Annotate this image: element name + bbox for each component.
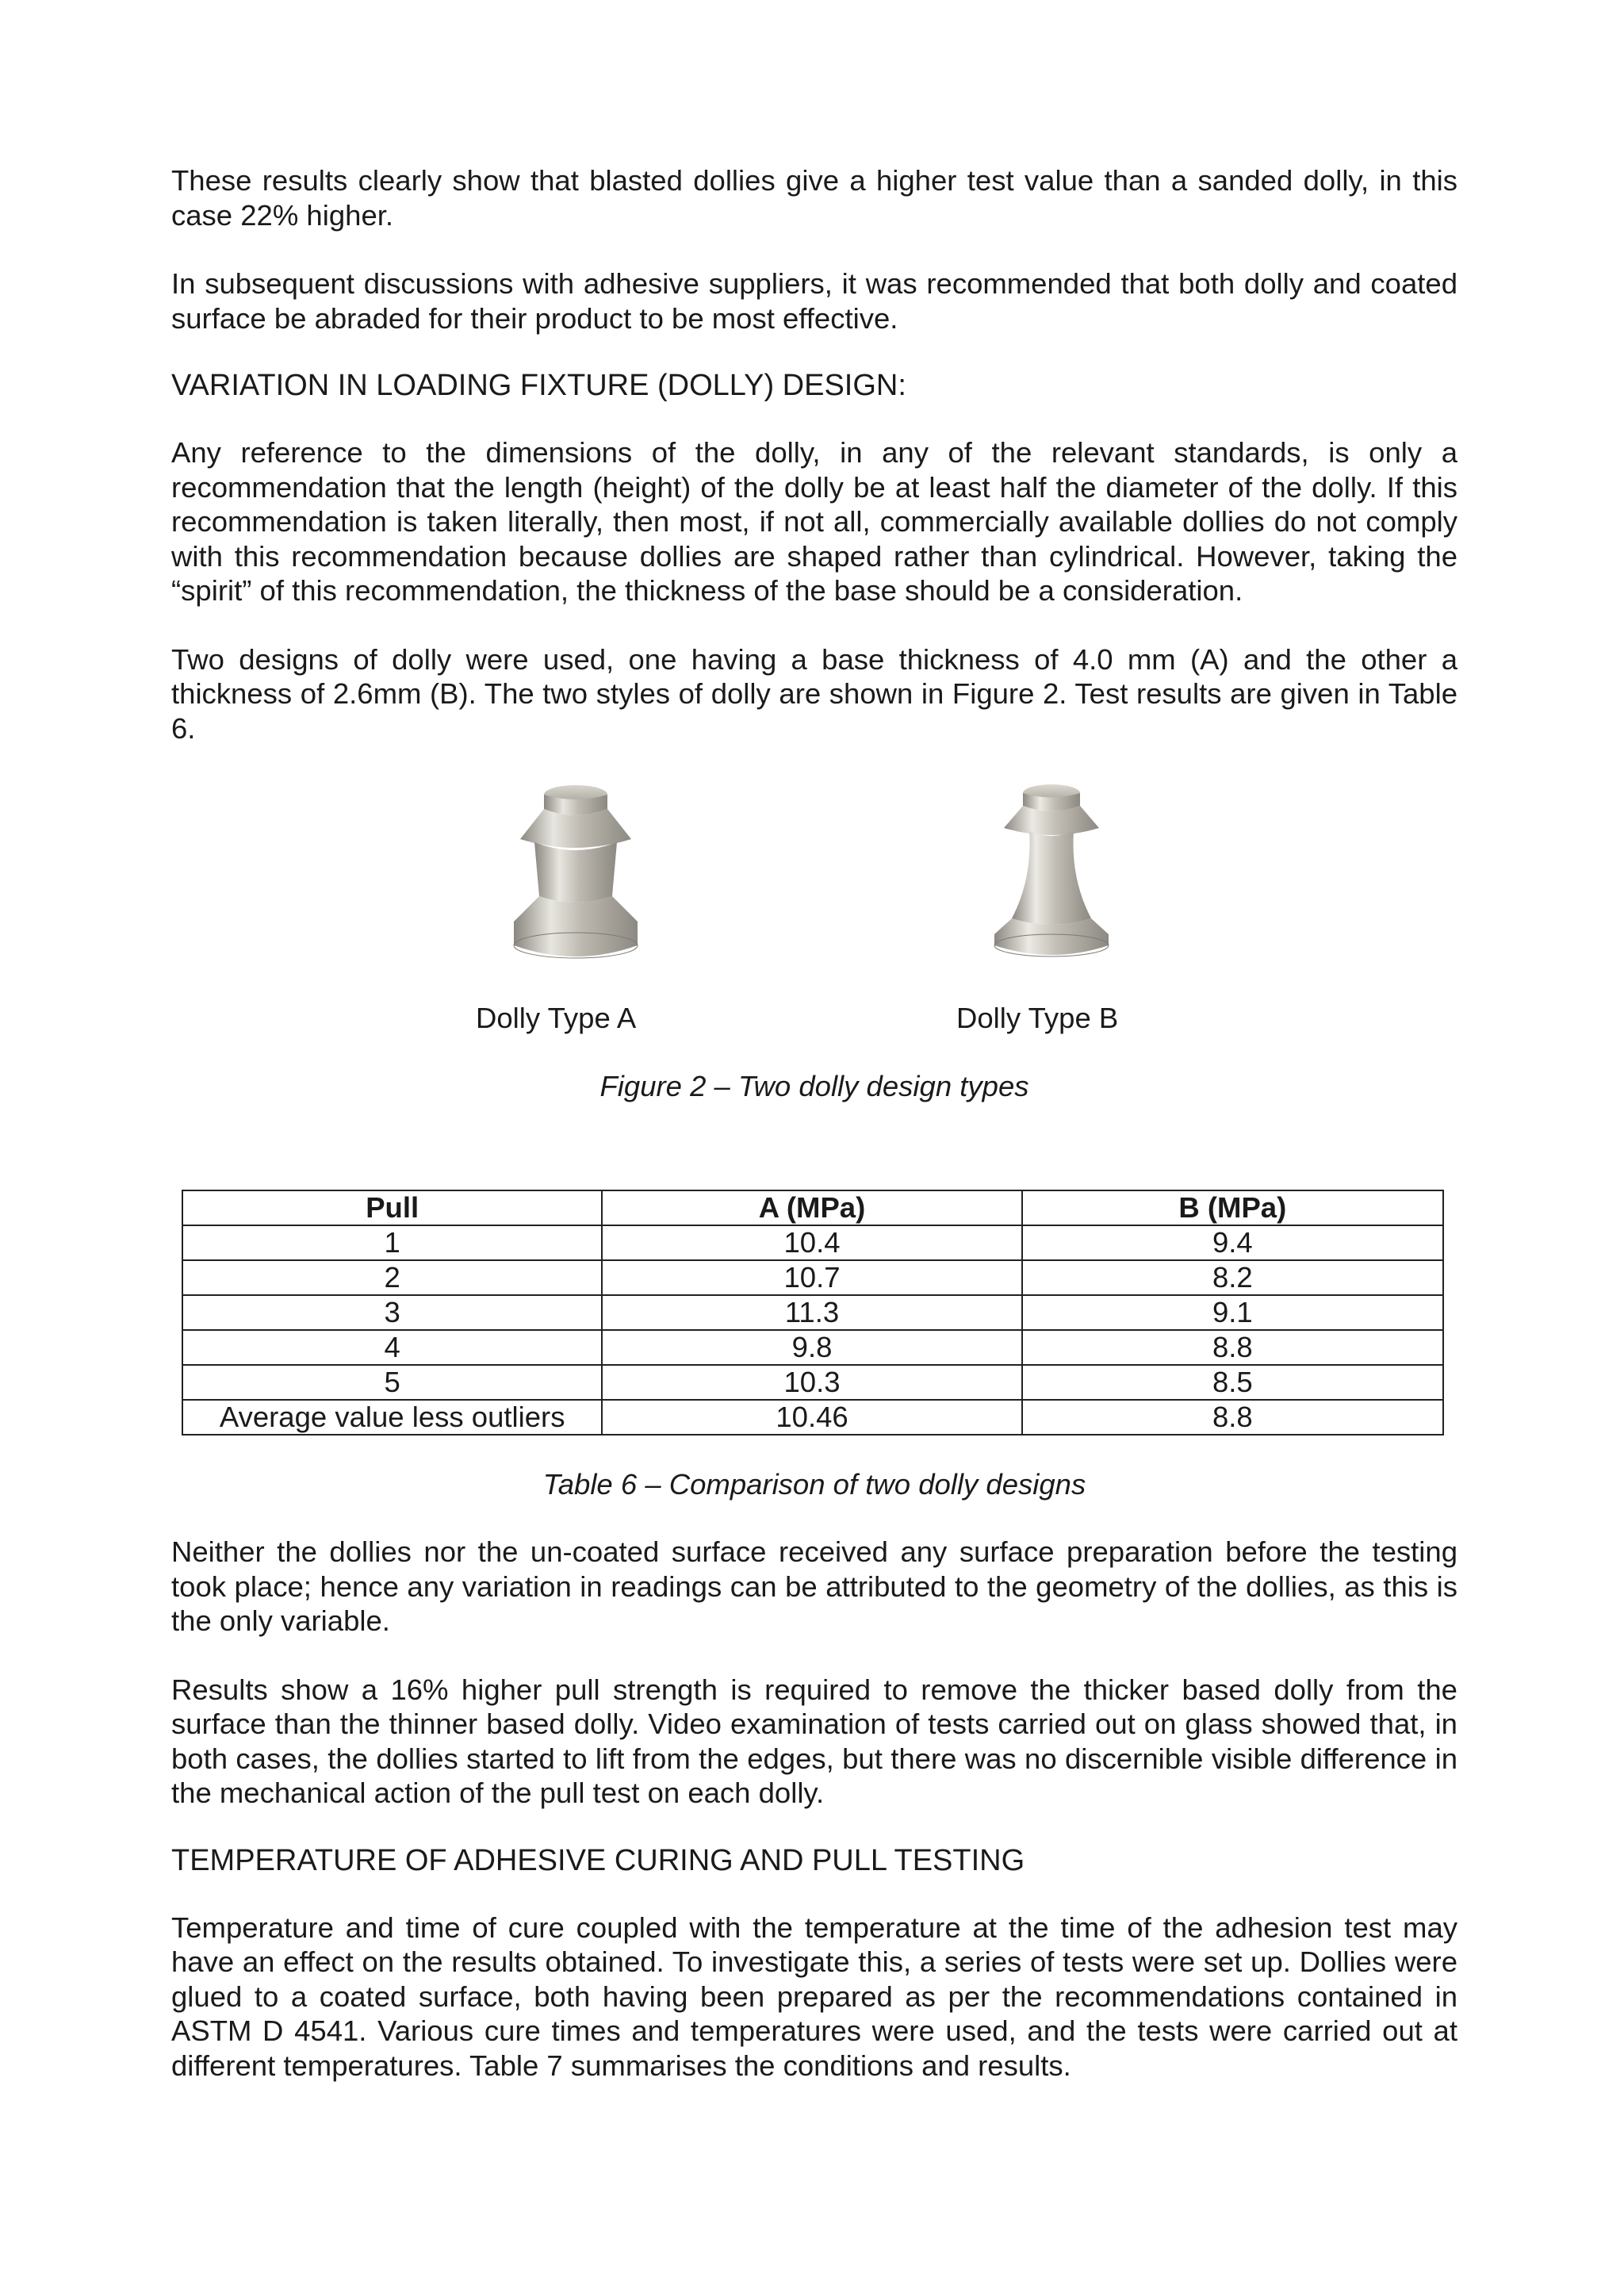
table-row — [182, 1260, 1443, 1295]
table-cell: 4 — [182, 1330, 602, 1365]
table-cell: 2 — [182, 1260, 602, 1295]
table-cell: 10.3 — [602, 1365, 1021, 1400]
paragraph-two-designs: Two designs of dolly were used, one having a base thickness of 4.0 mm (A) and the other a thickness of 2.6mm (B). The two styles of dolly are shown in Figure 2. Test results are given in Table 6. — [171, 642, 1457, 745]
table-cell: 8.2 — [1022, 1260, 1443, 1295]
table-cell: 1 — [182, 1225, 602, 1260]
table-cell: 11.3 — [602, 1295, 1021, 1330]
paragraph-dolly-dimensions: Any reference to the dimensions of the dolly, in any of the relevant standards, is only a recommendation that the length (height) of the dolly be at least half the diameter of the dolly. If this recommendation is taken literally, then most, if not all, commercially available dollies do not comply with this recommendation because dollies are shaped rather than cylindrical. However, taking the “spirit” of this recommendation, the thickness of the base should be a consideration. — [171, 436, 1457, 607]
table-header-b: B (MPa) — [1022, 1190, 1443, 1225]
table-cell: 9.1 — [1022, 1295, 1443, 1330]
table-cell: 3 — [182, 1295, 602, 1330]
table-row — [182, 1330, 1443, 1365]
table-cell: 5 — [182, 1365, 602, 1400]
table-cell: 8.5 — [1022, 1365, 1443, 1400]
table-caption: Table 6 – Comparison of two dolly designs — [542, 1468, 1086, 1501]
table-cell: 9.4 — [1022, 1225, 1443, 1260]
dolly-type-b-image — [972, 776, 1131, 966]
dolly-type-a-label: Dolly Type A — [476, 1002, 637, 1034]
table-cell: 9.8 — [602, 1330, 1021, 1365]
table-cell: 8.8 — [1022, 1330, 1443, 1365]
table-cell: Average value less outliers — [182, 1400, 602, 1435]
table-row-average — [182, 1400, 1443, 1435]
table-cell: 10.4 — [602, 1225, 1021, 1260]
figure-caption: Figure 2 – Two dolly design types — [599, 1070, 1029, 1102]
paragraph-no-preparation: Neither the dollies nor the un-coated surface received any surface preparation before the testing took place; hence any variation in readings can be attributed to the geometry of the dollies, as this is the only variable. — [171, 1535, 1457, 1637]
page-content — [171, 163, 1457, 2083]
heading-temperature: TEMPERATURE OF ADHESIVE CURING AND PULL TESTING — [171, 1843, 1025, 1877]
table-header-pull: Pull — [182, 1190, 602, 1225]
dolly-type-a-image — [496, 777, 655, 968]
table-dolly-comparison — [182, 1190, 1444, 1435]
table-header-row — [182, 1190, 1443, 1225]
paragraph-blasted-results: These results clearly show that blasted dollies give a higher test value than a sanded dolly, in this case 22% higher. — [171, 164, 1457, 232]
table-cell: 10.7 — [602, 1260, 1021, 1295]
paragraph-pull-strength-results: Results show a 16% higher pull strength is required to remove the thicker based dolly from the surface than the thinner based dolly. Video examination of tests carried out on glass showed that, in both cases, the dollies started to lift from the edges, but there was no discernible visible difference in the mechanical action of the pull test on each dolly. — [171, 1673, 1457, 1809]
table-row — [182, 1225, 1443, 1260]
paragraph-supplier-discussion: In subsequent discussions with adhesive suppliers, it was recommended that both dolly and coated surface be abraded for their product to be most effective. — [171, 267, 1457, 335]
table-row — [182, 1365, 1443, 1400]
table-header-a: A (MPa) — [602, 1190, 1021, 1225]
figure-dolly-types — [171, 777, 1457, 1190]
paragraph-temperature-tests: Temperature and time of cure coupled with the temperature at the time of the adhesion test may have an effect on the results obtained. To investigate this, a series of tests were set up. Dollies were glued to a coated surface, both having been prepared as per the recommendations contained in ASTM D 4541. Various cure times and temperatures were used, and the tests were carried out at different temperatures. Table 7 summarises the conditions and results. — [171, 1911, 1457, 2082]
table-cell: 8.8 — [1022, 1400, 1443, 1435]
table-row — [182, 1295, 1443, 1330]
table-cell: 10.46 — [602, 1400, 1021, 1435]
dolly-type-b-label: Dolly Type B — [956, 1002, 1119, 1034]
heading-dolly-design: VARIATION IN LOADING FIXTURE (DOLLY) DESIGN: — [171, 369, 906, 402]
